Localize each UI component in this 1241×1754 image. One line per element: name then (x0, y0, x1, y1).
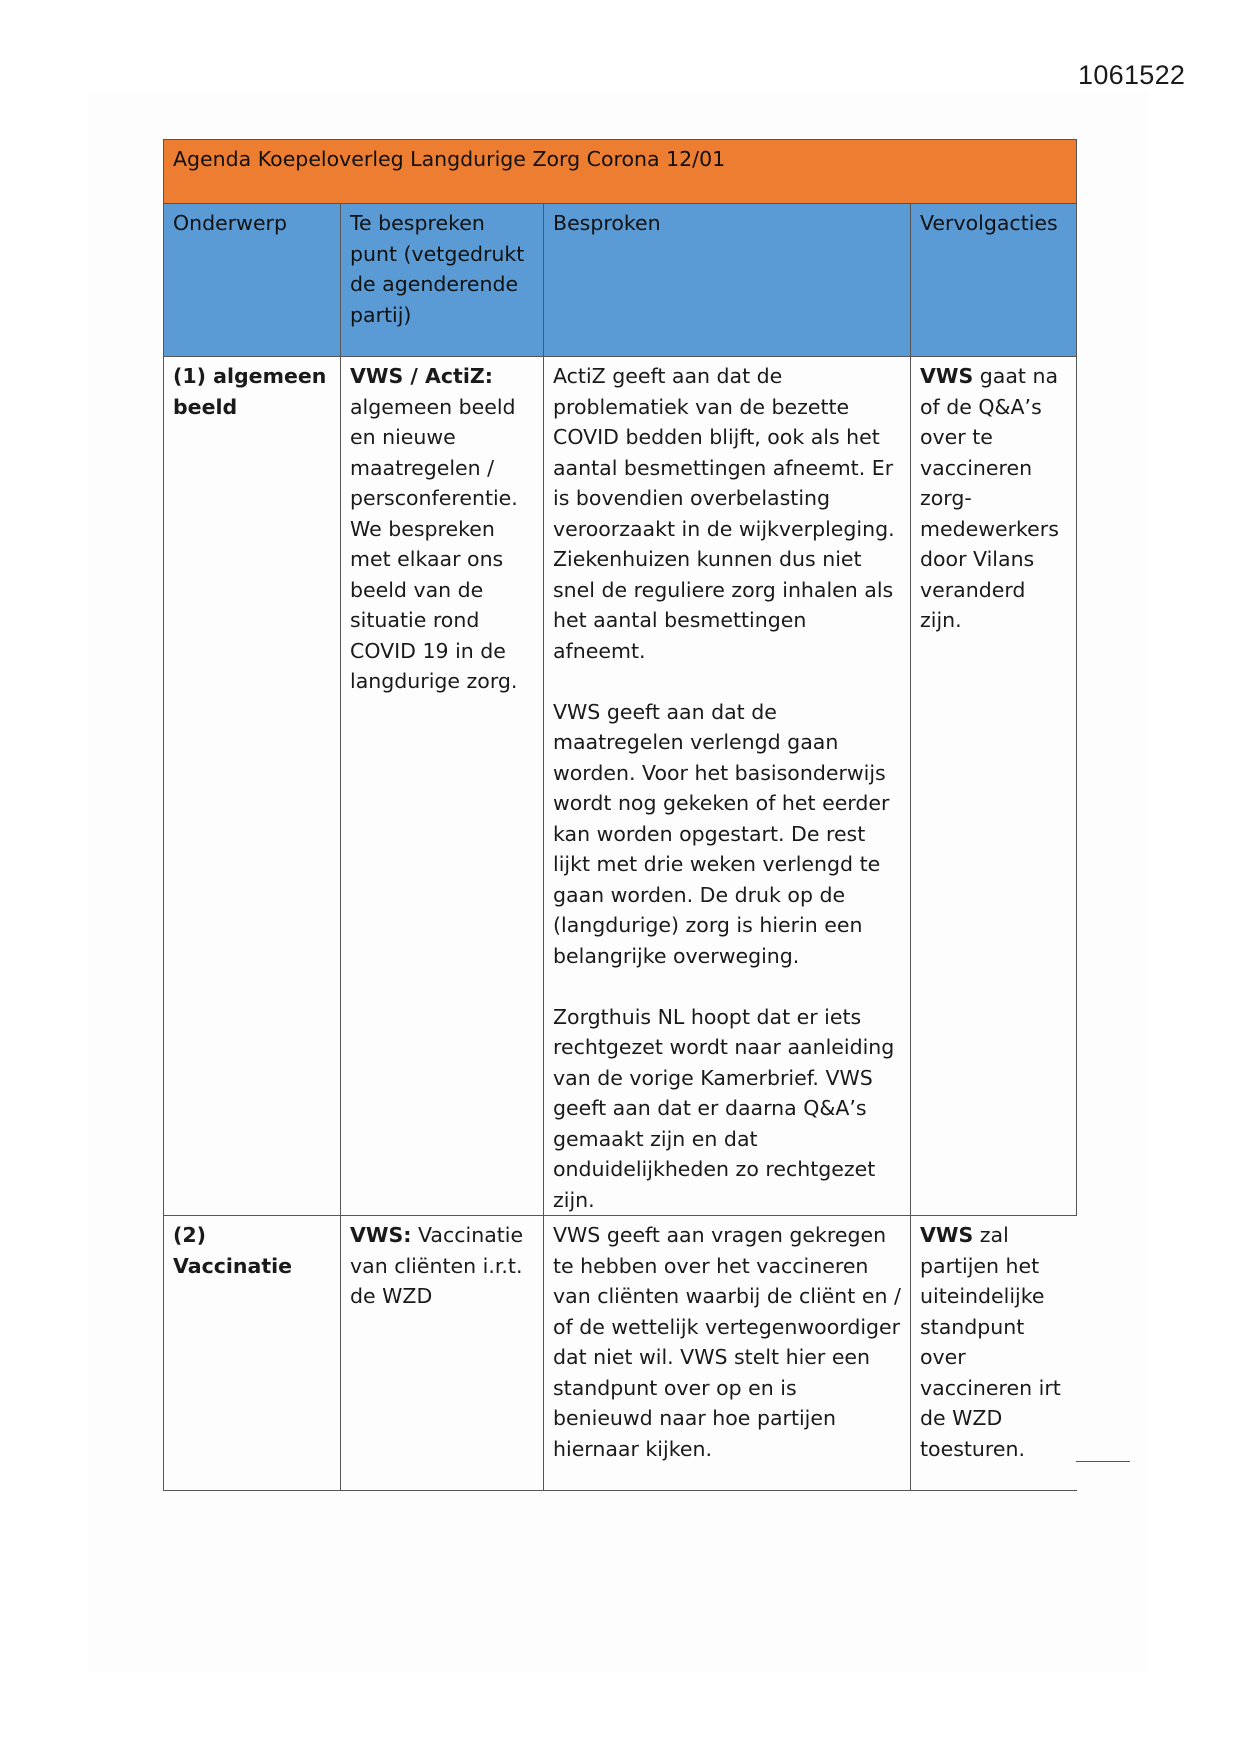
header-besproken: Besproken (544, 204, 911, 357)
vervolg-text: gaat na of de Q&A’s over te vaccineren zorg-medewerkers door Vilans veranderd zijn. (920, 364, 1059, 632)
agenda-table (163, 139, 1077, 1491)
cell-besproken (544, 357, 911, 1216)
header-vervolgacties: Vervolgacties (911, 204, 1077, 357)
cell-onderwerp (164, 357, 341, 1216)
table-title: Agenda Koepeloverleg Langdurige Zorg Corona 12/01 (164, 140, 1077, 204)
besproken-paragraph: ActiZ geeft aan dat de problematiek van de bezette COVID bedden blijft, ook als het aantal besmettingen afneemt. Er is bovendien overbelasting veroorzaakt in de wijkverpleging. Ziekenhuizen kunnen dus niet snel de reguliere zorg inhalen als het aantal besmettingen afneemt. (553, 364, 895, 663)
table-bottom-border-extension (1076, 1461, 1130, 1462)
besproken-paragraph: Zorgthuis NL hoopt dat er iets rechtgezet wordt naar aanleiding van de vorige Kamerbrief. VWS geeft aan dat er daarna Q&A’s gemaakt zijn en dat onduidelijkheden zo rechtgezet zijn. (553, 1004, 895, 1212)
cell-onderwerp (164, 1216, 341, 1491)
vervolg-party: VWS (920, 1223, 974, 1247)
header-onderwerp: Onderwerp (164, 204, 341, 357)
cell-vervolg (911, 357, 1077, 1216)
onderwerp-label: (2) Vaccinatie (173, 1223, 293, 1278)
vervolg-text: zal partijen het uiteindelijke standpunt over vaccineren irt de WZD toesturen. (920, 1223, 1061, 1461)
besproken-paragraph: VWS geeft aan vragen gekregen te hebben over het vaccineren van cliënten waarbij de cliënt en / of de wettelijk vertegenwoordiger dat niet wil. VWS stelt hier een standpunt over op en is benieuwd naar hoe partijen hiernaar kijken. (553, 1223, 901, 1461)
cell-punt (341, 357, 544, 1216)
page-number: 1061522 (1078, 60, 1186, 90)
punt-text: algemeen beeld en nieuwe maatregelen / persconferentie. We bespreken met elkaar ons beeld van de situatie rond COVID 19 in de langdurige zorg. (350, 394, 518, 693)
punt-party: VWS: (350, 1223, 412, 1247)
punt-party: VWS / ActiZ: (350, 364, 493, 388)
cell-punt (341, 1216, 544, 1491)
table-row (164, 1216, 1077, 1491)
punt-text: Vaccinatie van cliënten i.r.t. de WZD (350, 1223, 524, 1308)
vervolg-party: VWS (920, 364, 974, 388)
onderwerp-label: (1) algemeen beeld (173, 364, 327, 419)
title-row (164, 140, 1077, 204)
cell-vervolg (911, 1216, 1077, 1491)
header-row (164, 204, 1077, 357)
besproken-paragraph: VWS geeft aan dat de maatregelen verlengd gaan worden. Voor het basisonderwijs wordt nog gekeken of het eerder kan worden opgestart. De rest lijkt met drie weken verlengd te gaan worden. De druk op de (langdurige) zorg is hierin een belangrijke overweging. (553, 699, 890, 968)
table-row (164, 357, 1077, 1216)
header-te-bespreken: Te bespreken punt (vetgedrukt de agenderende partij) (341, 204, 544, 357)
cell-besproken (544, 1216, 911, 1491)
